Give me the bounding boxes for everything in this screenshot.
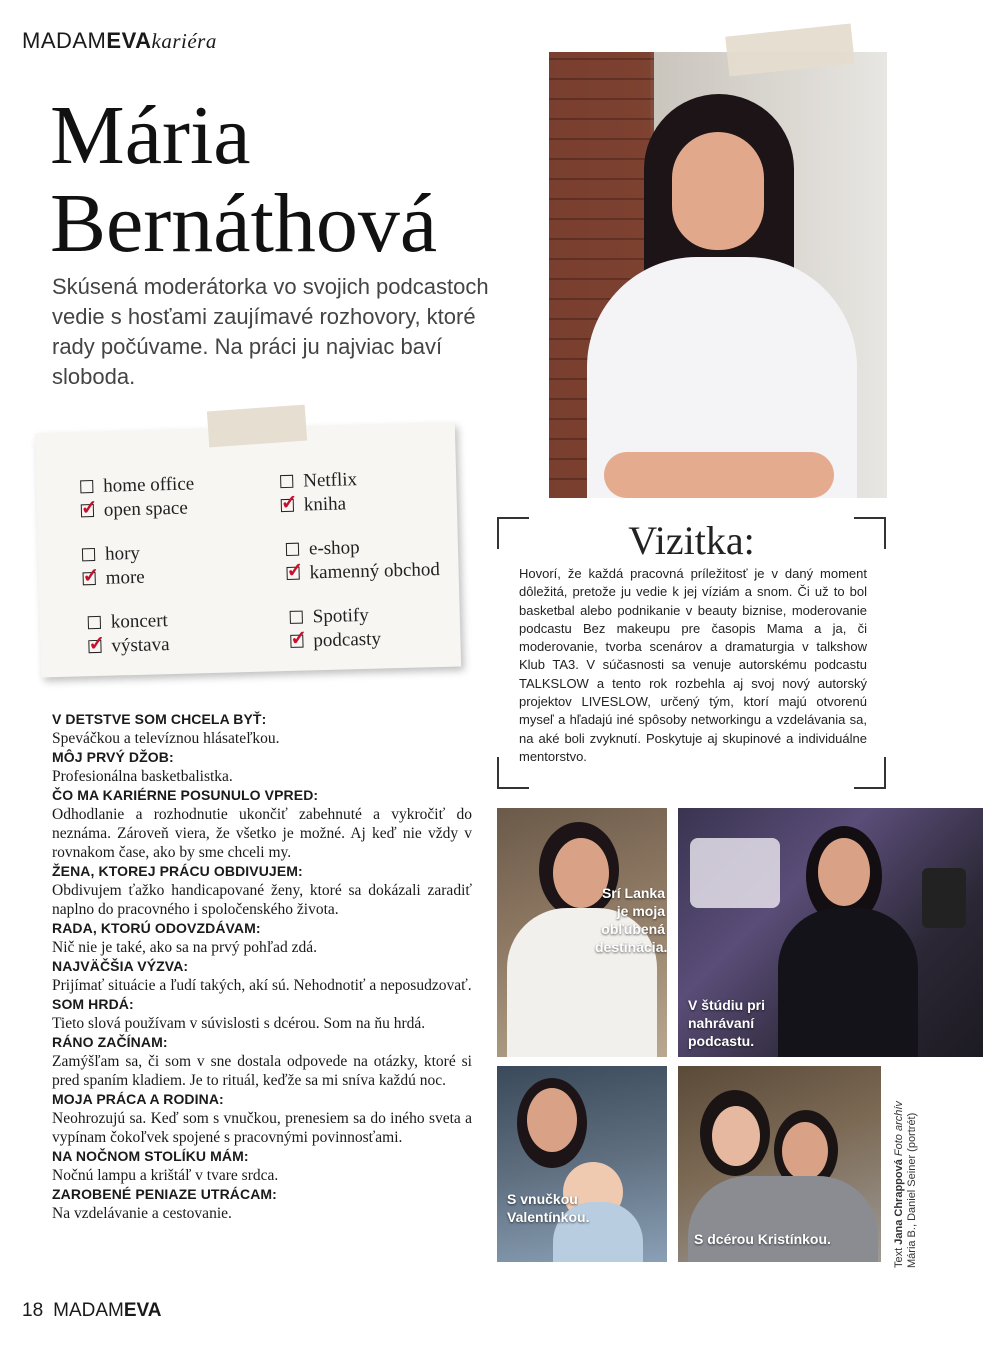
photo-caption: V štúdiu pri nahrávaní podcastu. (688, 997, 765, 1049)
speaker-shape (922, 868, 966, 928)
body-shape (778, 908, 918, 1057)
question: NAJVÄČŠIA VÝZVA: (52, 958, 189, 974)
face-shape (712, 1106, 760, 1166)
check-item: ✓podcasty (290, 629, 381, 653)
checkbox-icon (80, 480, 93, 493)
answer: Odhodlanie a rozhodnutie ukončiť zabehnuté a vykročiť do neznáma. Zároveň viera, že všetko je možné. Aj keď nie vždy v rovnakom čase, ako by sme chceli my. (52, 806, 472, 861)
answer: Nič nie je také, ako sa na prvý pohľad zdá. (52, 939, 317, 956)
face-shape (527, 1088, 577, 1152)
question: MÔJ PRVÝ DŽOB: (52, 749, 174, 765)
face-shape (672, 132, 764, 250)
check-item: ✓kniha (281, 493, 347, 517)
question: ČO MA KARIÉRNE POSUNULO VPRED: (52, 787, 319, 803)
lead-paragraph: Skúsená moderátorka vo svojich podcastoch vedie s hosťami zaujímavé rozhovory, ktoré rady počúvame. Na práci ju najviac baví sloboda. (52, 274, 489, 389)
checkmark-icon (290, 635, 303, 648)
checkbox-icon (82, 548, 95, 561)
check-item: ✓more (82, 567, 145, 591)
fur-coat (688, 1176, 878, 1262)
checkbox-icon (88, 616, 101, 629)
magazine-header (22, 28, 217, 54)
check-item: Spotify (290, 605, 370, 629)
answer: Profesionálna basketbalistka. (52, 768, 233, 785)
page-number: 18 (22, 1300, 44, 1321)
studio-light (690, 838, 780, 908)
question: V DETSTVE SOM CHCELA BYŤ: (52, 711, 267, 727)
face-shape (818, 838, 870, 906)
tape-strip (207, 405, 307, 448)
check-item: hory (82, 543, 140, 567)
check-item: ✓kamenný obchod (286, 559, 440, 585)
portrait-photo (549, 52, 887, 498)
photo-daughter (678, 1066, 881, 1262)
answer: Zamýšľam sa, či som v sne dostala odpovede na otázky, ktoré si pred spaním kladiem. Je to rituál, keďže sa mi sníva každú noc. (52, 1053, 472, 1089)
answer: Prijímať situácie a ľudí takých, akí sú. Nehodnotiť a neposudzovať. (52, 977, 472, 994)
page-footer (22, 1300, 162, 1322)
checkmark-icon (281, 499, 294, 512)
checkmark-icon (88, 640, 101, 653)
photo-caption: S dcérou Kristínkou. (694, 1231, 831, 1247)
photo-caption: S vnučkou Valentínkou. (507, 1191, 590, 1225)
brand-bold: EVA (106, 28, 152, 53)
vizitka-box (497, 517, 886, 789)
question: ZAROBENÉ PENIAZE UTRÁCAM: (52, 1186, 277, 1202)
footer-brand-bold: EVA (123, 1300, 162, 1321)
checkmark-icon (286, 567, 299, 580)
photo-sri-lanka (497, 808, 667, 1057)
answer: Neohrozujú sa. Keď som s vnučkou, prenesiem sa do iného sveta a vypínam čokoľvek spojené s pracovnými povinnosťami. (52, 1110, 472, 1146)
check-item: koncert (88, 610, 169, 634)
check-item: Netflix (280, 469, 357, 493)
answer: Na vzdelávanie a cestovanie. (52, 1205, 232, 1222)
answer: Nočnú lampu a krištáľ v tvare srdca. (52, 1167, 279, 1184)
checklist-note (35, 423, 461, 678)
checkmark-icon (83, 572, 96, 585)
vizitka-title: Vizitka: (628, 518, 755, 563)
photo-credits: Text Jana Chrappová Foto archív Mária B., Daniel Seiner (portrét) (893, 1101, 918, 1268)
question: RÁNO ZAČÍNAM: (52, 1034, 168, 1050)
checkmark-icon (81, 504, 94, 517)
question: SOM HRDÁ: (52, 996, 134, 1012)
question: NA NOČNOM STOLÍKU MÁM: (52, 1148, 249, 1164)
arms-shape (604, 452, 834, 498)
photo-studio (678, 808, 983, 1057)
check-item: ✓výstava (88, 634, 170, 658)
vizitka-text: Hovorí, že každá pracovná príležitosť je v daný moment dôležitá, pretože ju vedie k jej víziám a snom. Či už to bol basketbal alebo podnikanie v beauty biznise, moderovanie podcastu Bez makeupu pre časopis Mama a ja, či moderovanie, tvorba scenárov a dramaturgia v talkshow Klub TA3. V súčasnosti sa venuje autorskému podcastu TALKSLOW a tento rok rozbehla aj svoj nový autorský projektov LIVESLOW, určený tým, ktorí majú otvorenú myseľ a hľadajú iné spôsoby networkingu a vzdelávania sa, na aké boli zvyknutí. Poskytuje aj skupinové a individuálne mentorstvo. (519, 566, 867, 764)
check-item: e-shop (286, 537, 360, 561)
check-item: ✓open space (81, 498, 188, 523)
checkbox-icon (280, 475, 293, 488)
photo-granddaughter (497, 1066, 667, 1262)
title-line-1: Mária (50, 89, 251, 182)
answer: Tieto slová používam v súvislosti s dcérou. Som na ňu hrdá. (52, 1015, 426, 1032)
checkbox-icon (286, 543, 299, 556)
footer-brand-thin: MADAM (53, 1300, 124, 1321)
question: MOJA PRÁCA A RODINA: (52, 1091, 224, 1107)
answer: Speváčkou a televíznou hlásateľkou. (52, 730, 280, 747)
qa-section (52, 710, 472, 1223)
checkbox-icon (290, 611, 303, 624)
brand-thin: MADAM (22, 28, 107, 53)
title-line-2: Bernáthová (50, 177, 438, 270)
section-label: kariéra (151, 29, 217, 53)
answer: Obdivujem ťažko handicapované ženy, ktoré sa dokázali zaradiť naplno do pracovného i spoločenského života. (52, 882, 472, 918)
check-item: home office (80, 473, 194, 498)
question: ŽENA, KTOREJ PRÁCU OBDIVUJEM: (52, 863, 303, 879)
question: RADA, KTORÚ ODOVZDÁVAM: (52, 920, 261, 936)
photo-caption: Srí Lanka je moja obľúbená destinácia. (595, 885, 667, 955)
face-shape (782, 1122, 828, 1180)
article-title (50, 89, 438, 270)
